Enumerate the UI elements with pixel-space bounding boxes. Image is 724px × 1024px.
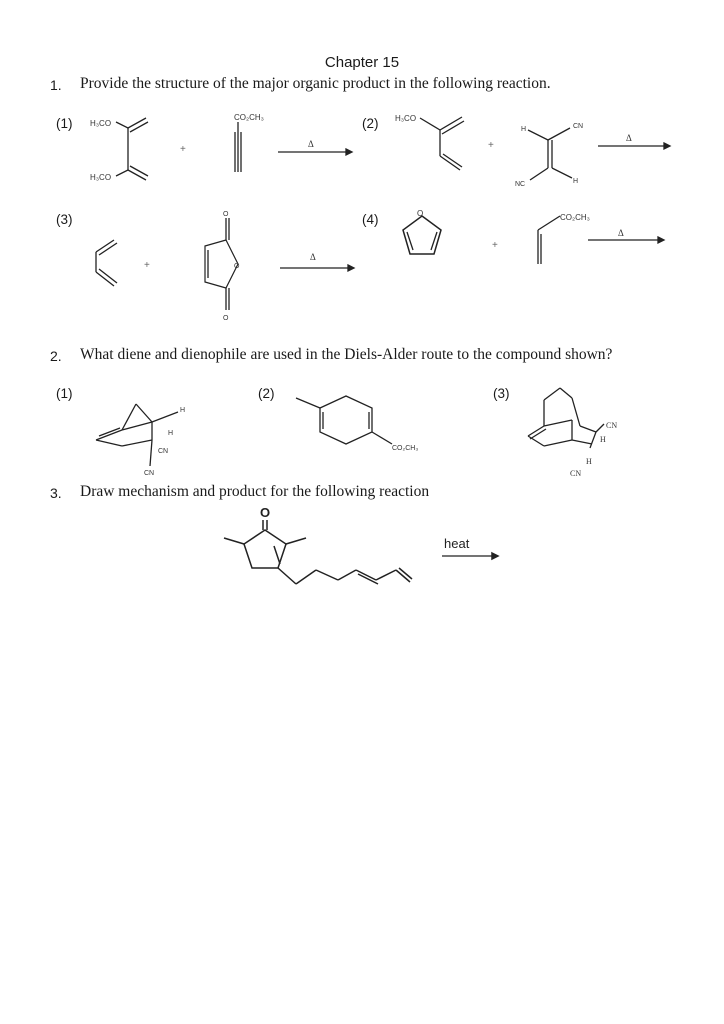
oxygen-label-b: O (234, 263, 240, 270)
q2-3-h-label-a: H (600, 435, 606, 444)
question-3-text: Draw mechanism and product for the following reaction (80, 483, 430, 500)
q1-label-2: (2) (362, 116, 379, 131)
q1-label-1: (1) (56, 116, 73, 131)
heat-arrow-label: heat (444, 536, 470, 551)
q1-reactions-figure (0, 100, 724, 340)
methoxy-label-top: H₃CO (90, 119, 112, 128)
plus-sign-2: + (488, 140, 494, 151)
q2-3-cn-label-a: CN (606, 421, 618, 430)
q2-1-h-label-a: H (180, 407, 186, 414)
plus-sign-3: + (144, 260, 150, 271)
methoxy-label-bottom: H₃CO (90, 173, 112, 182)
q2-3-h-label-b: H (586, 457, 592, 466)
plus-sign-4: + (492, 240, 498, 251)
heat-symbol-4: Δ (618, 228, 624, 238)
q3-reaction-figure (200, 500, 520, 600)
q1-label-3: (3) (56, 212, 73, 227)
q2-structure-2 (296, 396, 418, 452)
h-label-a: H (521, 126, 527, 133)
q2-1-cn-label-a: CN (158, 448, 169, 455)
reaction-3 (96, 211, 354, 322)
methoxy-label-2: H₃CO (395, 114, 417, 123)
h-label-b: H (573, 178, 579, 185)
question-3-number: 3. (50, 485, 62, 501)
reaction-2 (395, 114, 670, 188)
q1-label-4: (4) (362, 212, 379, 227)
furan-oxygen-label: O (417, 209, 424, 218)
q2-1-cn-label-b: CN (144, 470, 155, 477)
ester-label-1: CO₂CH₃ (234, 113, 264, 122)
question-1-number: 1. (50, 77, 62, 93)
q2-2-ester-label: CO₂CH₃ (392, 445, 419, 452)
ester-label-4: CO₂CH₃ (560, 213, 590, 222)
question-2-text: What diene and dienophile are used in the Diels-Alder route to the compound shown? (80, 346, 613, 363)
q2-structure-1 (96, 404, 185, 477)
oxygen-label-a: O (223, 211, 229, 218)
reaction-1 (90, 113, 352, 182)
nc-label-a: NC (515, 181, 526, 188)
heat-symbol-3: Δ (310, 252, 316, 262)
reaction-4 (403, 209, 664, 264)
heat-symbol-2: Δ (626, 133, 632, 143)
cn-label-a: CN (573, 123, 584, 130)
ketone-oxygen-label: O (260, 505, 271, 520)
q2-label-3: (3) (493, 386, 510, 401)
q2-1-h-label-b: H (168, 430, 174, 437)
page-title: Chapter 15 (324, 54, 400, 71)
question-2-number: 2. (50, 348, 62, 364)
q2-structure-3 (528, 388, 617, 478)
q2-structures-figure (0, 380, 724, 480)
plus-sign-1: + (180, 144, 186, 155)
question-1-text: Provide the structure of the major organic product in the following reaction. (80, 75, 551, 92)
q2-label-1: (1) (56, 386, 73, 401)
heat-symbol-1: Δ (308, 139, 314, 149)
q2-label-2: (2) (258, 386, 275, 401)
q2-3-cn-label-b: CN (570, 469, 582, 478)
oxygen-label-c: O (223, 315, 229, 322)
